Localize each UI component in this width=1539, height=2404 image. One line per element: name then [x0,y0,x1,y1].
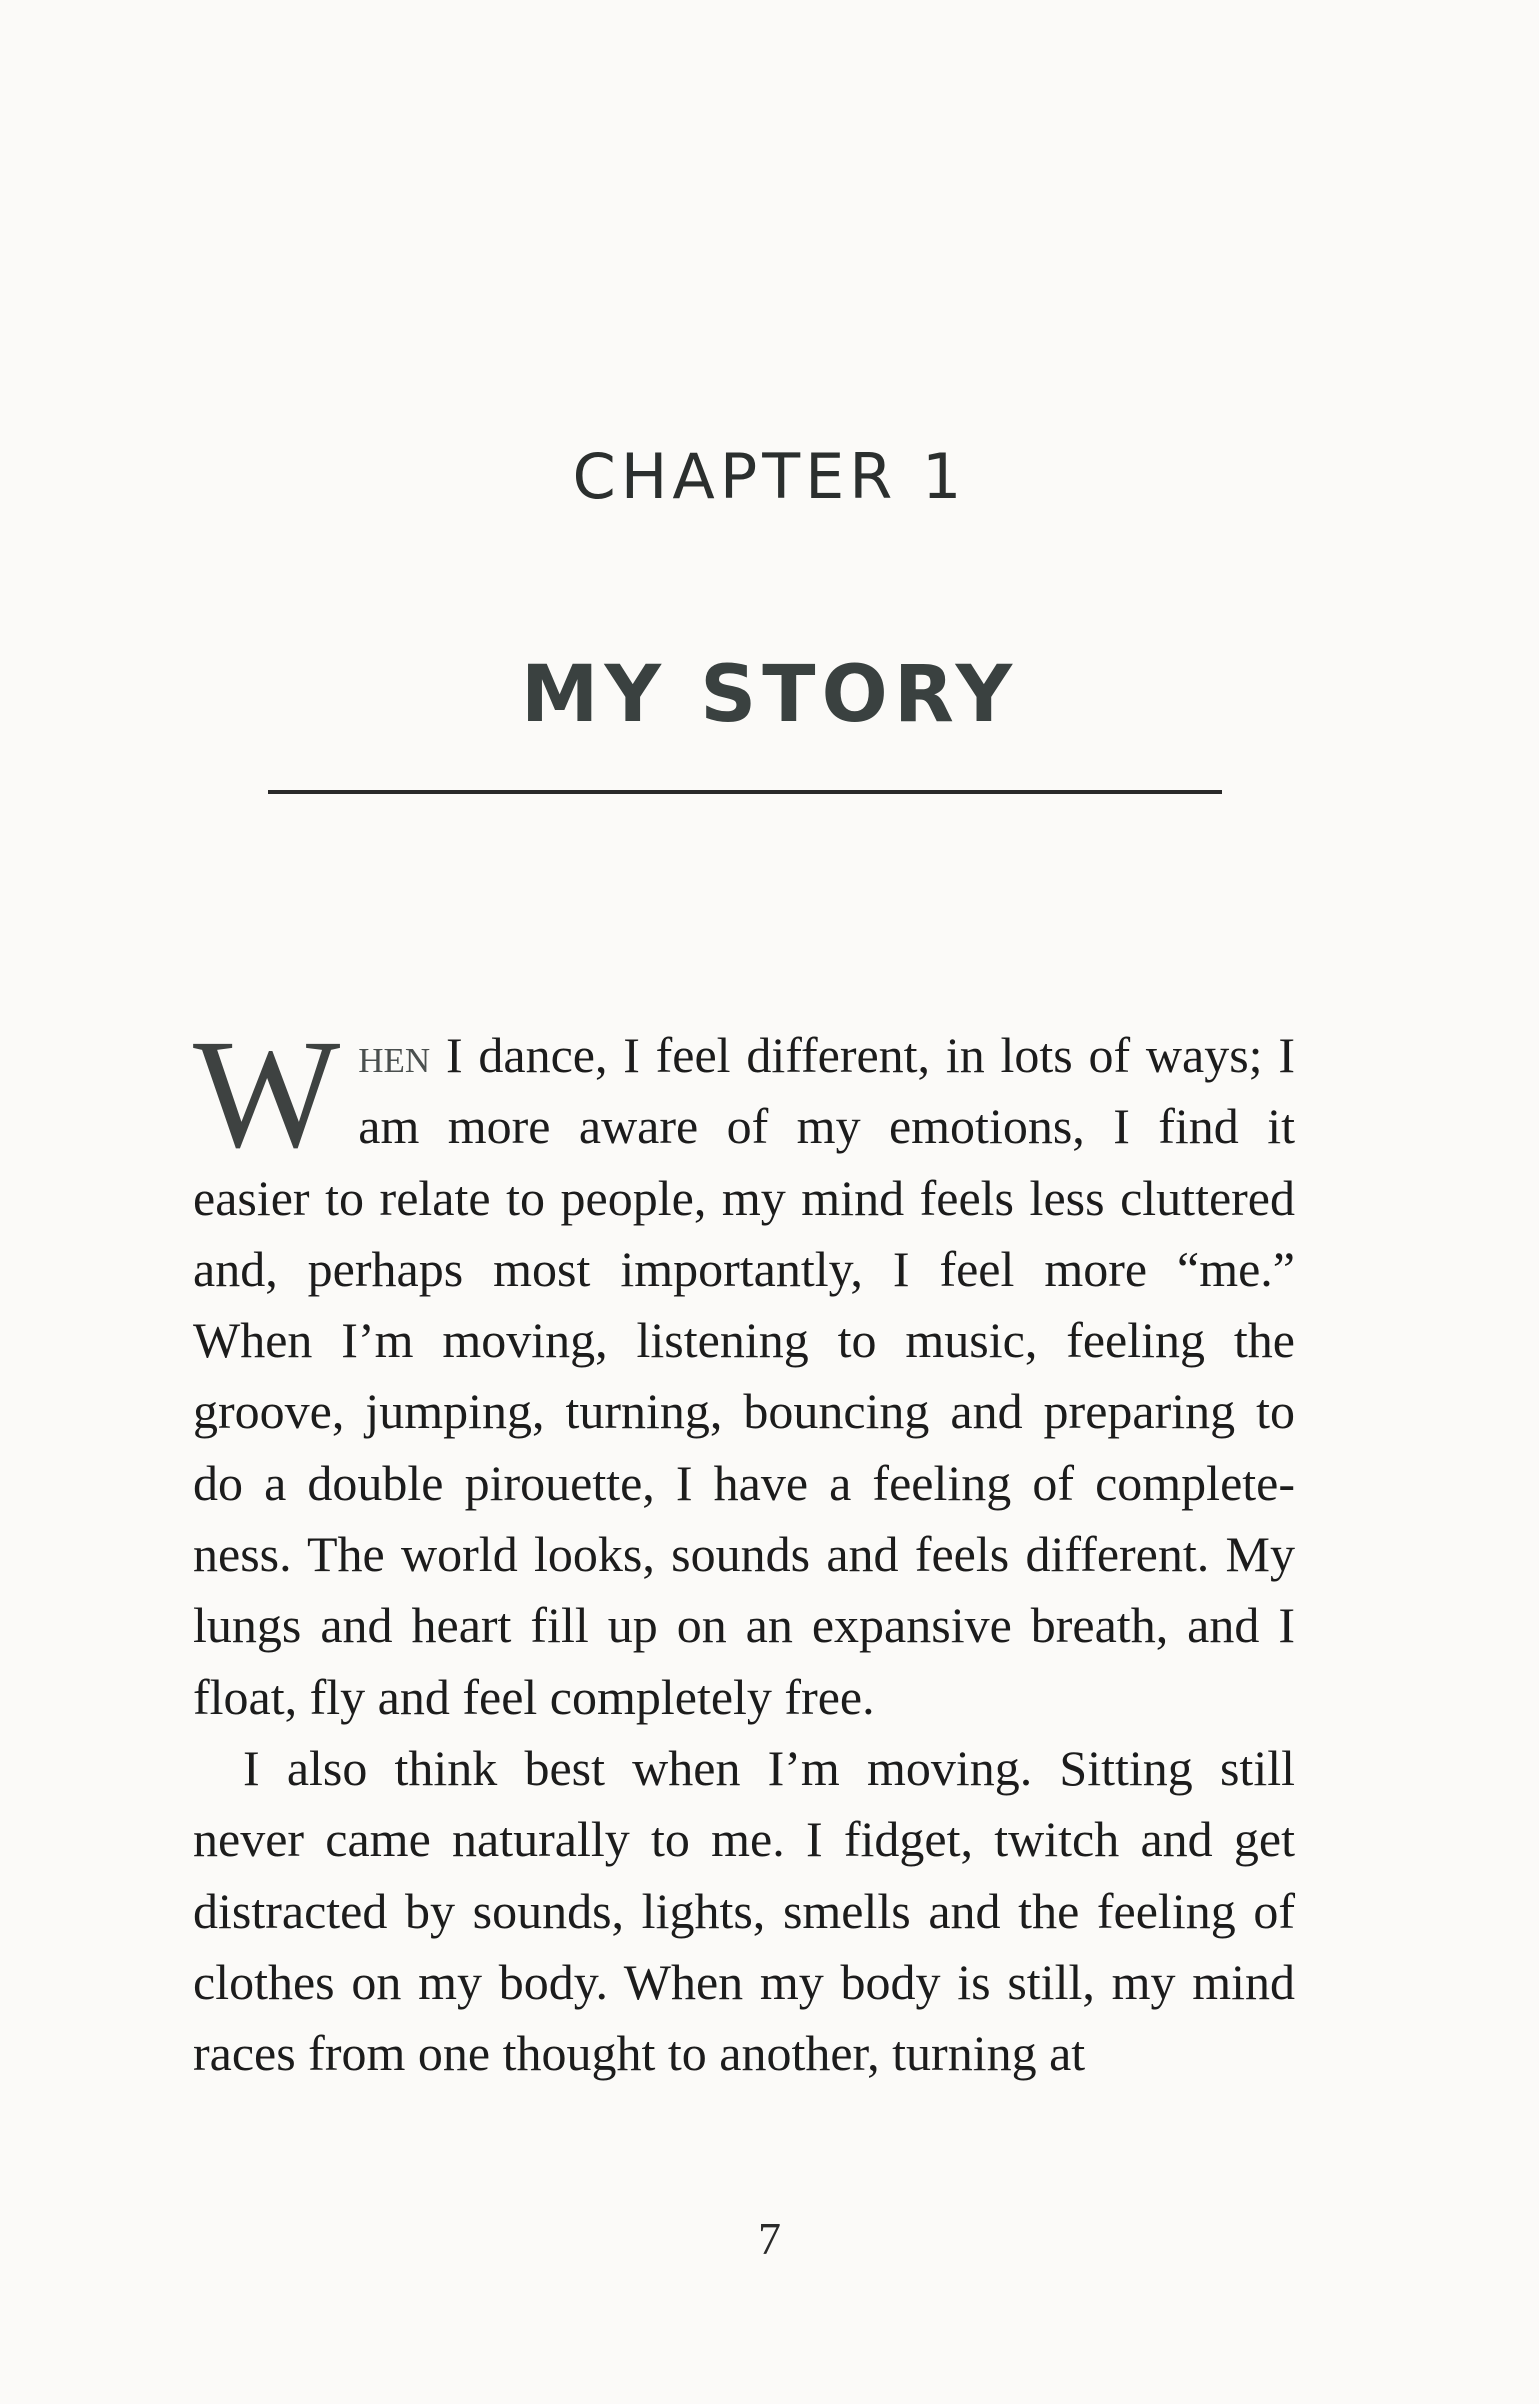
paragraph-2: I also think best when I’m moving. Sitting still never came naturally to me. I fidget, twitch and get distracted by sounds, lights, smells and the feeling of clothes on my body. When my body is still, my mind races from one thought to another, turning at [193,1739,1295,2082]
chapter-label: CHAPTER 1 [572,440,967,513]
page-number: 7 [758,2213,781,2264]
title-divider [268,790,1222,794]
paragraph-1-text: I dance, I feel different, in lots of ways; I am more aware of my emotions, I find it easier to relate to people, my mind feels less cluttered and, perhaps most importantly, I feel more “me.” When I’m moving, listening to music, feeling the groove, jumping, turning, bouncing and preparing to do a double pirouette, I have a feeling of completeness. The world looks, sounds and feels different. My lungs and heart fill up on an expansive breath, and I float, fly and feel completely free. [193,1027,1295,1725]
first-words: hen [358,1027,431,1083]
drop-cap: W [193,1007,341,1180]
paragraph-1 [193,1007,1295,1733]
chapter-body [193,1007,1295,2089]
chapter-title: MY STORY [520,650,1019,740]
